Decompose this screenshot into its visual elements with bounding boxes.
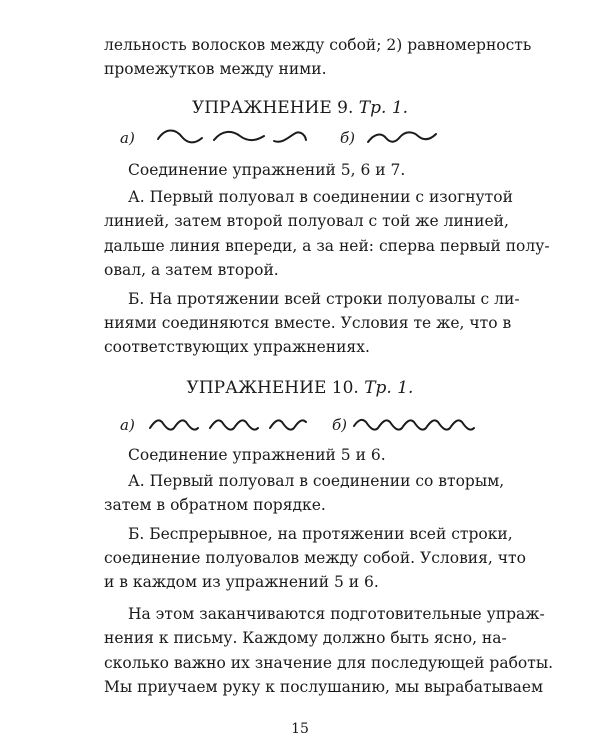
text-line: линией, затем второй полуовал с той же линией, (104, 212, 509, 230)
exercise-10-label-a: а) (120, 416, 135, 434)
exercise-9-handwriting (118, 124, 498, 150)
text-line: Б. На протяжении всей строки полуовалы с ли- (128, 290, 520, 308)
exercise-9-label-a: а) (120, 129, 135, 147)
text-line: сколько важно их значение для последующей работы. (104, 654, 554, 672)
text-line: Соединение упражнений 5 и 6. (128, 446, 386, 464)
text-line: овал, а затем второй. (104, 261, 279, 279)
exercise-9-sample (118, 124, 498, 150)
exercise-9-tr: Тр. 1. (358, 98, 409, 118)
exercise-10-sample (118, 410, 498, 438)
text-line: Соединение упражнений 5, 6 и 7. (128, 161, 406, 179)
text-line: На этом заканчиваются подготовительные упраж- (128, 605, 545, 623)
exercise-10-heading (0, 377, 600, 399)
stroke (368, 132, 436, 142)
text-line: А. Первый полуовал в соединении со вторым, (128, 472, 505, 490)
exercise-9-label-b: б) (340, 129, 356, 147)
exercise-10-tr: Тр. 1. (364, 378, 414, 398)
text-line: А. Первый полуовал в соединении с изогнутой (128, 188, 513, 206)
text-line: соответствующих упражнениях. (104, 338, 370, 356)
stroke (150, 420, 306, 429)
exercise-10-label-b: б) (332, 416, 348, 434)
text-line: затем в обратном порядке. (104, 496, 326, 514)
text-line: лельность волосков между собой; 2) равномерность (104, 36, 532, 54)
text-line: промежутков между ними. (104, 60, 327, 78)
text-line: соединение полуовалов между собой. Условия, что (104, 549, 526, 567)
page-number: 15 (291, 721, 309, 737)
exercise-10-title: УПРАЖНЕНИЕ 10. (186, 378, 359, 398)
text-line: и в каждом из упражнений 5 и 6. (104, 573, 379, 591)
text-line: Б. Беспрерывное, на протяжении всей строки, (128, 525, 513, 543)
exercise-10-handwriting (118, 410, 498, 438)
text-line: нения к письму. Каждому должно быть ясно, на- (104, 629, 507, 647)
text-line: ниями соединяются вместе. Условия те же, что в (104, 314, 512, 332)
text-line: Мы приучаем руку к послушанию, мы вырабатываем (104, 678, 544, 696)
stroke (354, 420, 474, 430)
stroke (274, 132, 306, 141)
stroke (158, 131, 202, 143)
text-line: дальше линия впереди, а за ней: сперва первый полу- (104, 237, 550, 255)
exercise-9-heading (0, 97, 600, 119)
exercise-9-title: УПРАЖНЕНИЕ 9. (191, 98, 354, 118)
stroke (214, 132, 264, 140)
